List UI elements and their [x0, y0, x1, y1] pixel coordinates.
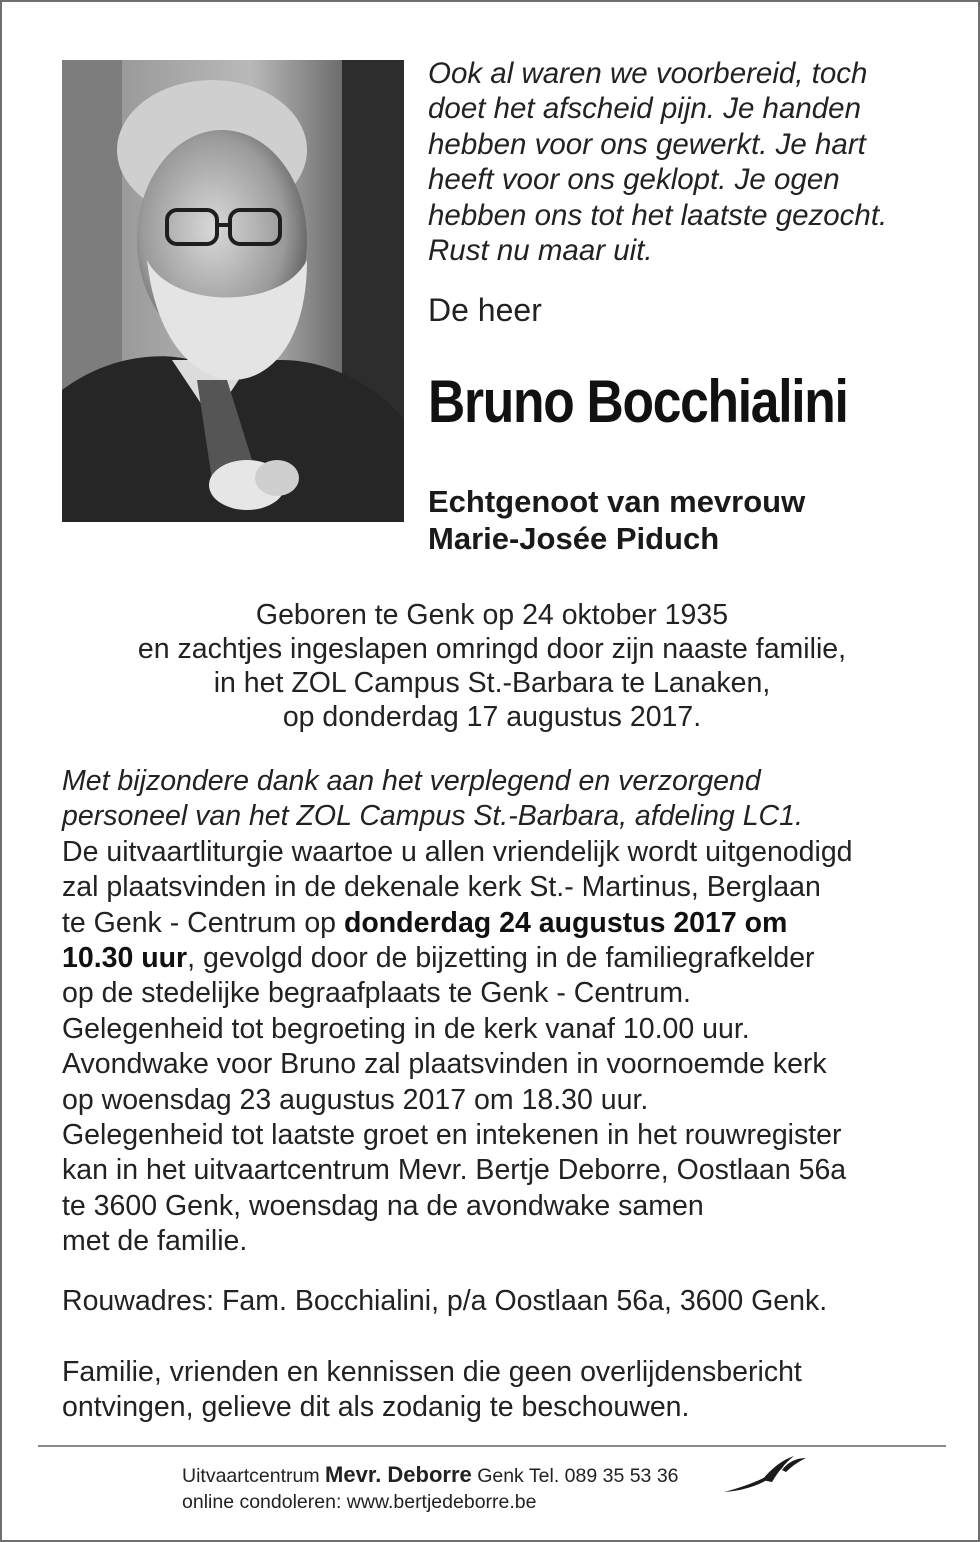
portrait-illustration — [62, 60, 404, 522]
condolence-website: online condoleren: www.bertjedeborre.be — [182, 1491, 537, 1513]
funeral-home-brand: Mevr. Deborre — [325, 1462, 472, 1487]
funeral-line: Gelegenheid tot laatste groet en intekenen in het rouwregister — [62, 1119, 842, 1152]
funeral-line — [62, 941, 942, 976]
portrait-photo — [62, 60, 404, 522]
spouse-line: Marie-Josée Piduch — [428, 521, 720, 556]
funeral-line: met de familie. — [62, 1225, 248, 1258]
funeral-line: Gelegenheid tot begroeting in de kerk vanaf 10.00 uur. — [62, 1012, 750, 1045]
spouse-info — [428, 483, 948, 557]
birth-line: Geboren te Genk op 24 oktober 1935 — [255, 599, 729, 631]
thanks-line: Met bijzondere dank aan het verplegend en verzorgend — [62, 765, 761, 797]
funeral-line: op woensdag 23 augustus 2017 om 18.30 uur. — [62, 1083, 649, 1116]
funeral-line: Avondwake voor Bruno zal plaatsvinden in voornoemde kerk — [62, 1048, 827, 1081]
thanks-line: personeel van het ZOL Campus St.-Barbara, afdeling LC1. — [62, 800, 803, 833]
funeral-home-line — [182, 1462, 679, 1488]
poem-line: doet het afscheid pijn. Je handen — [428, 92, 861, 126]
bird-logo-icon — [722, 1450, 812, 1496]
spouse-line: Echtgenoot van mevrouw — [428, 484, 806, 519]
funeral-home-city: Genk — [477, 1465, 524, 1487]
footer-divider — [38, 1445, 946, 1447]
poem-line: Ook al waren we voorbereid, toch — [428, 57, 868, 90]
birth-line: en zachtjes ingeslapen omringd door zijn naaste familie, — [137, 633, 847, 665]
mourning-address: Rouwadres: Fam. Bocchialini, p/a Oostlaan 56a, 3600 Genk. — [62, 1285, 828, 1317]
funeral-text: , gevolgd door de bijzetting in de familiegrafkelder — [187, 942, 815, 975]
funeral-home-phone: Tel. 089 35 53 36 — [528, 1465, 679, 1487]
poem-line: Rust nu maar uit. — [428, 234, 653, 268]
funeral-line: op de stedelijke begraafplaats te Genk - Centrum. — [62, 977, 691, 1010]
funeral-text: te Genk - Centrum op — [62, 906, 344, 939]
closing-line: Familie, vrienden en kennissen die geen overlijdensbericht — [62, 1356, 802, 1388]
poem — [428, 56, 948, 268]
funeral-details — [62, 764, 942, 1260]
poem-line: hebben voor ons gewerkt. Je hart — [428, 127, 866, 161]
funeral-line: te 3600 Genk, woensdag na de avondwake samen — [62, 1189, 704, 1222]
deceased-name: Bruno Bocchialini — [428, 368, 848, 435]
birth-line: op donderdag 17 augustus 2017. — [282, 701, 702, 733]
funeral-line — [62, 906, 942, 941]
honorific: De heer — [428, 292, 542, 328]
poem-line: heeft voor ons geklopt. Je ogen — [428, 163, 840, 197]
birth-line: in het ZOL Campus St.-Barbara te Lanaken, — [213, 667, 771, 699]
funeral-time: 10.30 uur — [62, 942, 188, 975]
birth-death-info — [42, 598, 942, 734]
funeral-date: donderdag 24 augustus 2017 om — [343, 906, 788, 939]
funeral-line: kan in het uitvaartcentrum Mevr. Bertje Deborre, Oostlaan 56a — [62, 1154, 847, 1187]
closing-note — [62, 1355, 942, 1425]
funeral-line: zal plaatsvinden in de dekenale kerk St.- Martinus, Berglaan — [62, 871, 821, 904]
funeral-line: De uitvaartliturgie waartoe u allen vriendelijk wordt uitgenodigd — [62, 835, 853, 868]
poem-line: hebben ons tot het laatste gezocht. — [428, 198, 888, 232]
closing-line: ontvingen, gelieve dit als zodanig te beschouwen. — [62, 1391, 690, 1423]
funeral-home-label: Uitvaartcentrum — [182, 1465, 320, 1487]
